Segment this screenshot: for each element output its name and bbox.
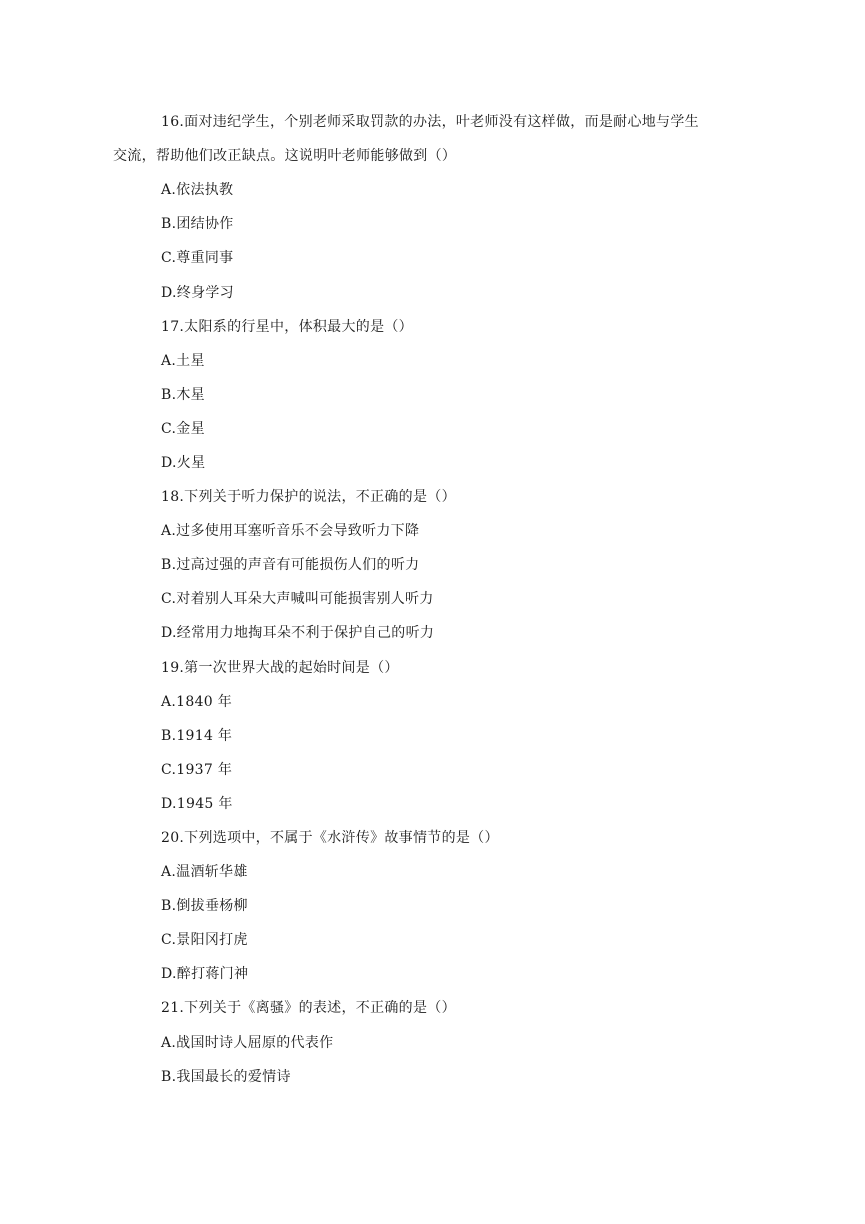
option-d: D.经常用力地掏耳朵不利于保护自己的听力 xyxy=(161,625,435,641)
option-b: B.我国最长的爱情诗 xyxy=(161,1069,291,1085)
question-stem: 17.太阳系的行星中，体积最大的是（） xyxy=(161,319,413,335)
option-c: C.尊重同事 xyxy=(161,250,234,266)
option-b: B.过高过强的声音有可能损伤人们的听力 xyxy=(161,557,420,573)
option-a: A.土星 xyxy=(161,353,205,369)
question-stem: 18.下列关于听力保护的说法，不正确的是（） xyxy=(161,489,456,505)
question-stem: 16.面对违纪学生，个别老师采取罚款的办法，叶老师没有这样做，而是耐心地与学生 xyxy=(161,114,699,130)
option-b: B.1914 年 xyxy=(161,728,233,744)
option-b: B.倒拔垂杨柳 xyxy=(161,898,248,914)
option-a: A.战国时诗人屈原的代表作 xyxy=(161,1035,334,1051)
question-stem-continued: 交流，帮助他们改正缺点。这说明叶老师能够做到（） xyxy=(113,148,457,164)
option-a: A.依法执教 xyxy=(161,182,234,198)
option-b: B.木星 xyxy=(161,387,205,403)
option-d: D.终身学习 xyxy=(161,285,234,301)
question-stem: 19.第一次世界大战的起始时间是（） xyxy=(161,660,399,676)
option-c: C.对着别人耳朵大声喊叫可能损害别人听力 xyxy=(161,591,434,607)
option-c: C.1937 年 xyxy=(161,762,233,778)
option-a: A.温酒斩华雄 xyxy=(161,864,248,880)
option-c: C.金星 xyxy=(161,421,205,437)
question-stem: 20.下列选项中，不属于《水浒传》故事情节的是（） xyxy=(161,830,499,846)
option-d: D.1945 年 xyxy=(161,796,233,812)
option-b: B.团结协作 xyxy=(161,216,234,232)
option-d: D.醉打蒋门神 xyxy=(161,966,249,982)
option-d: D.火星 xyxy=(161,455,206,471)
option-a: A.1840 年 xyxy=(161,694,233,710)
option-a: A.过多使用耳塞听音乐不会导致听力下降 xyxy=(161,523,420,539)
question-stem: 21.下列关于《离骚》的表述，不正确的是（） xyxy=(161,1000,456,1016)
option-c: C.景阳冈打虎 xyxy=(161,932,248,948)
